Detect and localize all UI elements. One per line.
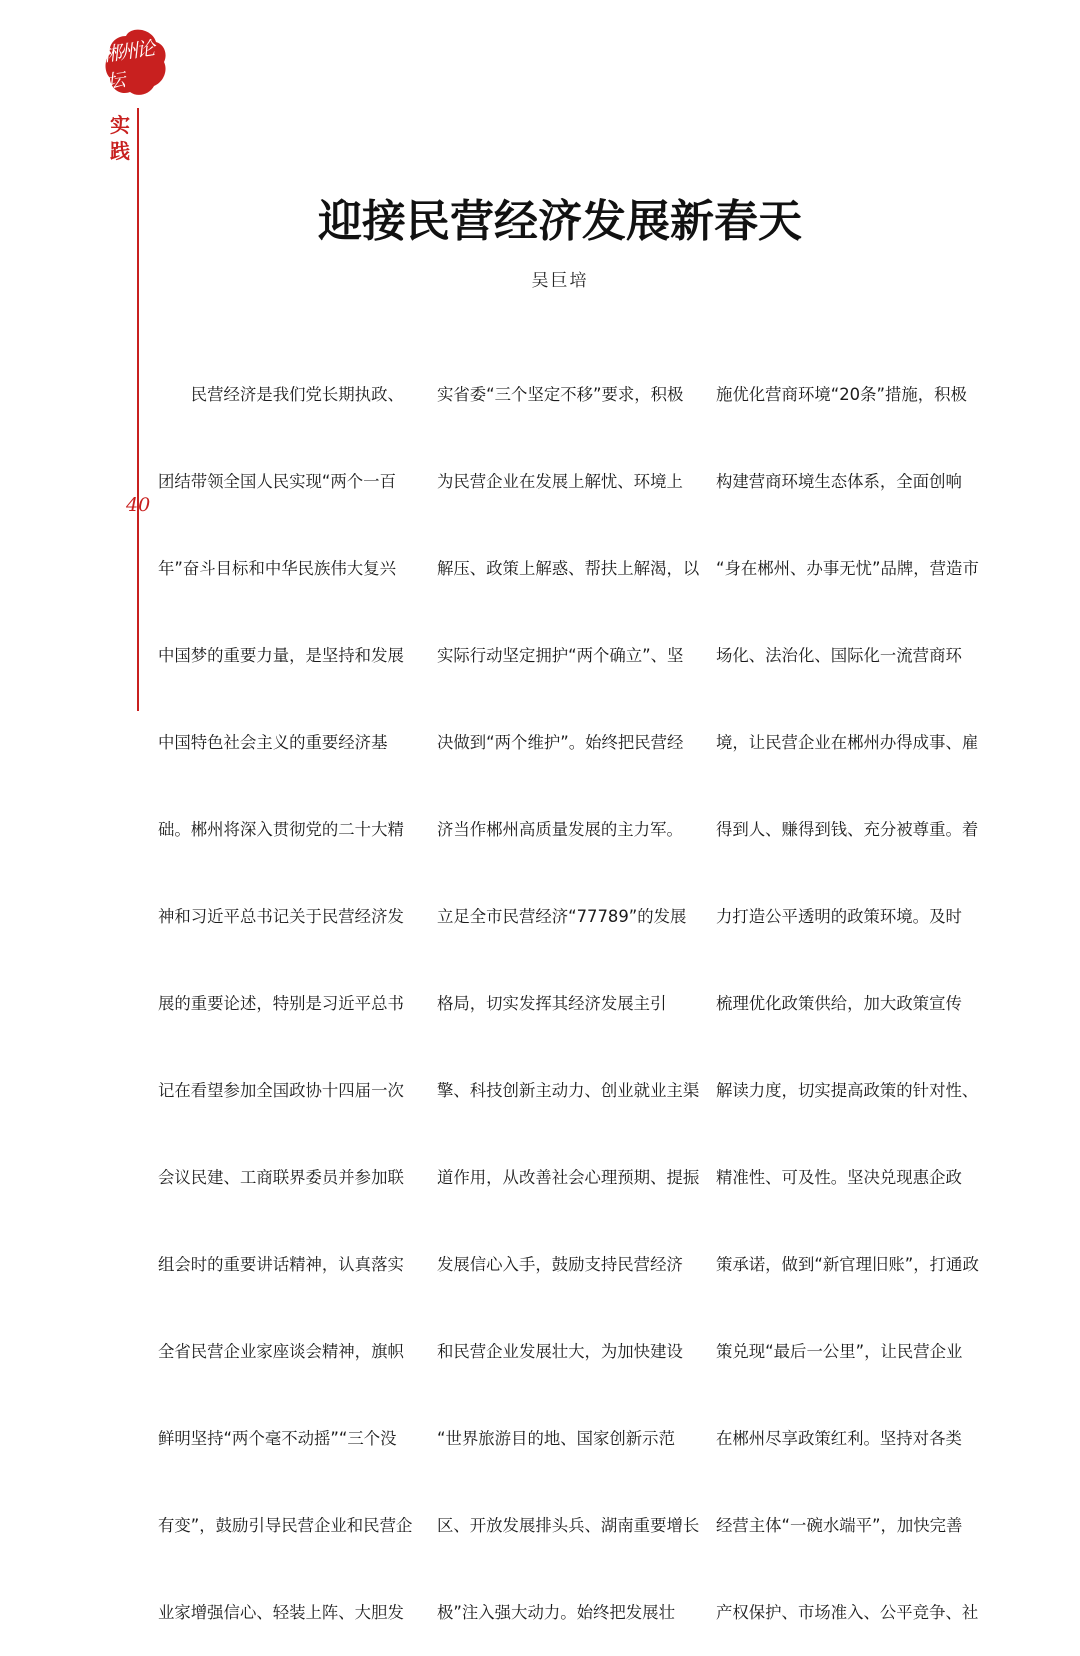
text-line: 擎、科技创新主动力、创业就业主渠 (437, 1081, 700, 1100)
text-line: 团结带领全国人民实现“两个一百 (158, 472, 396, 491)
text-line: 为民营企业在发展上解忧、环境上 (437, 472, 683, 491)
text-line: 中国特色社会主义的重要经济基 (158, 733, 388, 752)
text-line: 施优化营商环境“20条”措施，积极 (716, 385, 967, 404)
text-line: 境，让民营企业在郴州办得成事、雇 (716, 733, 979, 752)
page-number: 40 (126, 494, 151, 516)
text-line: 济当作郴州高质量发展的主力军。 (437, 820, 683, 839)
text-line: 道作用，从改善社会心理预期、提振 (437, 1168, 700, 1187)
text-line: 会议民建、工商联界委员并参加联 (158, 1168, 404, 1187)
text-column-3 (716, 322, 986, 1622)
text-line: 产权保护、市场准入、公平竞争、社 (716, 1603, 979, 1622)
text-line: 场化、法治化、国际化一流营商环 (716, 646, 962, 665)
text-line: 策承诺，做到“新官理旧账”，打通政 (716, 1255, 979, 1274)
text-line: 鲜明坚持“两个毫不动摇”“三个没 (158, 1429, 397, 1448)
text-line: 构建营商环境生态体系，全面创响 (716, 472, 962, 491)
text-line: 全省民营企业家座谈会精神，旗帜 (158, 1342, 404, 1361)
magazine-logo (101, 28, 168, 98)
text-line: 解读力度，切实提高政策的针对性、 (716, 1081, 979, 1100)
text-line: 民营经济是我们党长期执政、 (158, 385, 404, 404)
text-line: 决做到“两个维护”。始终把民营经 (437, 733, 684, 752)
text-line: 得到人、赚得到钱、充分被尊重。着 (716, 820, 979, 839)
text-line: 实际行动坚定拥护“两个确立”、坚 (437, 646, 684, 665)
text-line: 在郴州尽享政策红利。坚持对各类 (716, 1429, 962, 1448)
text-line: 梳理优化政策供给，加大政策宣传 (716, 994, 962, 1013)
text-line: 极”注入强大动力。始终把发展壮 (437, 1603, 675, 1622)
text-line: 中国梦的重要力量，是坚持和发展 (158, 646, 404, 665)
text-column-1 (158, 322, 428, 1622)
text-line: 础。郴州将深入贯彻党的二十大精 (158, 820, 404, 839)
article-title: 迎接民营经济发展新春天 (318, 196, 802, 247)
text-line: 记在看望参加全国政协十四届一次 (158, 1081, 404, 1100)
margin-rule (137, 108, 139, 711)
text-line: 精准性、可及性。坚决兑现惠企政 (716, 1168, 962, 1187)
text-line: 神和习近平总书记关于民营经济发 (158, 907, 404, 926)
text-line: 展的重要论述，特别是习近平总书 (158, 994, 404, 1013)
text-column-2 (437, 322, 707, 1622)
text-line: 和民营企业发展壮大，为加快建设 (437, 1342, 683, 1361)
text-line: 解压、政策上解惑、帮扶上解渴，以 (437, 559, 700, 578)
section-label: 实践 (110, 113, 130, 163)
text-line: “世界旅游目的地、国家创新示范 (437, 1429, 675, 1448)
text-line: “身在郴州、办事无忧”品牌，营造市 (716, 559, 979, 578)
logo-text: 郴州论坛 (101, 37, 155, 94)
text-line: 组会时的重要讲话精神，认真落实 (158, 1255, 404, 1274)
article-author: 吴巨培 (531, 271, 589, 291)
text-line: 力打造公平透明的政策环境。及时 (716, 907, 962, 926)
text-line: 年”奋斗目标和中华民族伟大复兴 (158, 559, 396, 578)
text-line: 策兑现“最后一公里”，让民营企业 (716, 1342, 963, 1361)
text-line: 立足全市民营经济“77789”的发展 (437, 907, 687, 926)
text-line: 格局，切实发挥其经济发展主引 (437, 994, 667, 1013)
text-line: 业家增强信心、轻装上阵、大胆发 (158, 1603, 404, 1622)
text-line: 发展信心入手，鼓励支持民营经济 (437, 1255, 683, 1274)
text-line: 实省委“三个坚定不移”要求，积极 (437, 385, 684, 404)
text-line: 区、开放发展排头兵、湖南重要增长 (437, 1516, 700, 1535)
text-line: 经营主体“一碗水端平”，加快完善 (716, 1516, 963, 1535)
text-line: 有变”，鼓励引导民营企业和民营企 (158, 1516, 413, 1535)
